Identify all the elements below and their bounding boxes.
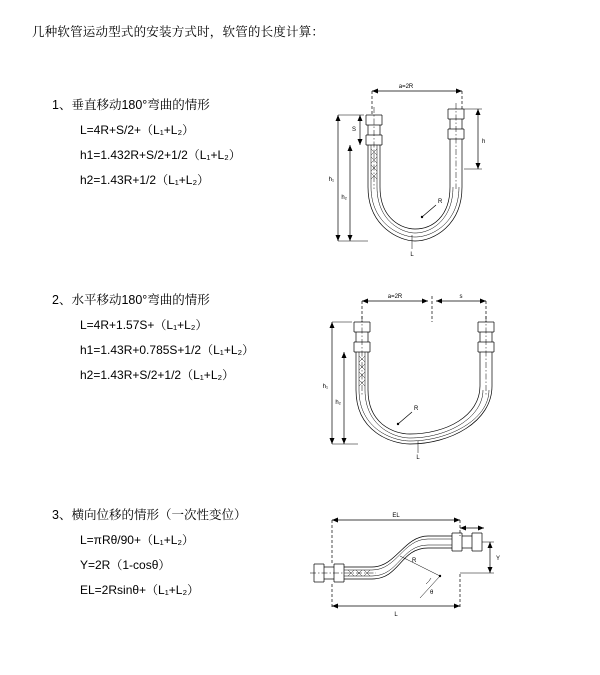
svg-text:L: L bbox=[410, 252, 414, 258]
svg-text:R: R bbox=[412, 558, 417, 564]
svg-text:h₂: h₂ bbox=[335, 400, 341, 406]
svg-text:R: R bbox=[438, 199, 443, 205]
section-1-text bbox=[52, 95, 302, 188]
section-3-heading: 3、横向位移的情形（一次性变位） bbox=[52, 508, 247, 522]
svg-text:R: R bbox=[414, 406, 419, 412]
vertical-180-bend-diagram bbox=[312, 69, 502, 259]
section-2-formula-1: L=4R+1.57S+（L₁+L₂） bbox=[80, 318, 208, 332]
svg-text:h₂: h₂ bbox=[341, 195, 347, 201]
section-2-heading: 2、水平移动180°弯曲的情形 bbox=[52, 293, 210, 307]
horizontal-180-bend-diagram bbox=[310, 286, 510, 461]
svg-text:h₁: h₁ bbox=[328, 177, 334, 183]
section-3-formula-1: L=πRθ/90+（L₁+L₂） bbox=[80, 533, 195, 547]
section-1-formula-2: h1=1.432R+S/2+1/2（L₁+L₂） bbox=[80, 148, 241, 162]
svg-text:EL: EL bbox=[392, 513, 400, 519]
svg-text:h: h bbox=[482, 139, 486, 145]
section-2-formula-2: h1=1.43R+0.785S+1/2（L₁+L₂） bbox=[80, 343, 255, 357]
svg-text:L: L bbox=[416, 455, 420, 461]
svg-text:a=2R: a=2R bbox=[398, 84, 414, 90]
svg-text:s: s bbox=[459, 294, 463, 300]
section-2-text bbox=[52, 290, 302, 383]
svg-text:Y: Y bbox=[496, 556, 500, 562]
page-title: 几种软管运动型式的安装方式时，软管的长度计算： bbox=[32, 25, 325, 39]
section-2-formula-3: h2=1.43R+S/2+1/2（L₁+L₂） bbox=[80, 368, 235, 382]
svg-text:S: S bbox=[351, 127, 356, 133]
svg-text:θ: θ bbox=[430, 590, 434, 596]
section-3-formula-3: EL=2Rsinθ+（L₁+L₂） bbox=[80, 583, 200, 597]
lateral-offset-diagram bbox=[300, 502, 500, 627]
svg-text:a=2R: a=2R bbox=[387, 294, 403, 300]
svg-text:L: L bbox=[394, 612, 398, 618]
section-3-formula-2: Y=2R（1-cosθ） bbox=[80, 558, 171, 572]
svg-text:h₁: h₁ bbox=[322, 384, 328, 390]
section-1-formula-3: h2=1.43R+1/2（L₁+L₂） bbox=[80, 173, 210, 187]
section-3-text bbox=[52, 505, 302, 598]
section-1-formula-1: L=4R+S/2+（L₁+L₂） bbox=[80, 123, 195, 137]
section-1-heading: 1、垂直移动180°弯曲的情形 bbox=[52, 98, 210, 112]
